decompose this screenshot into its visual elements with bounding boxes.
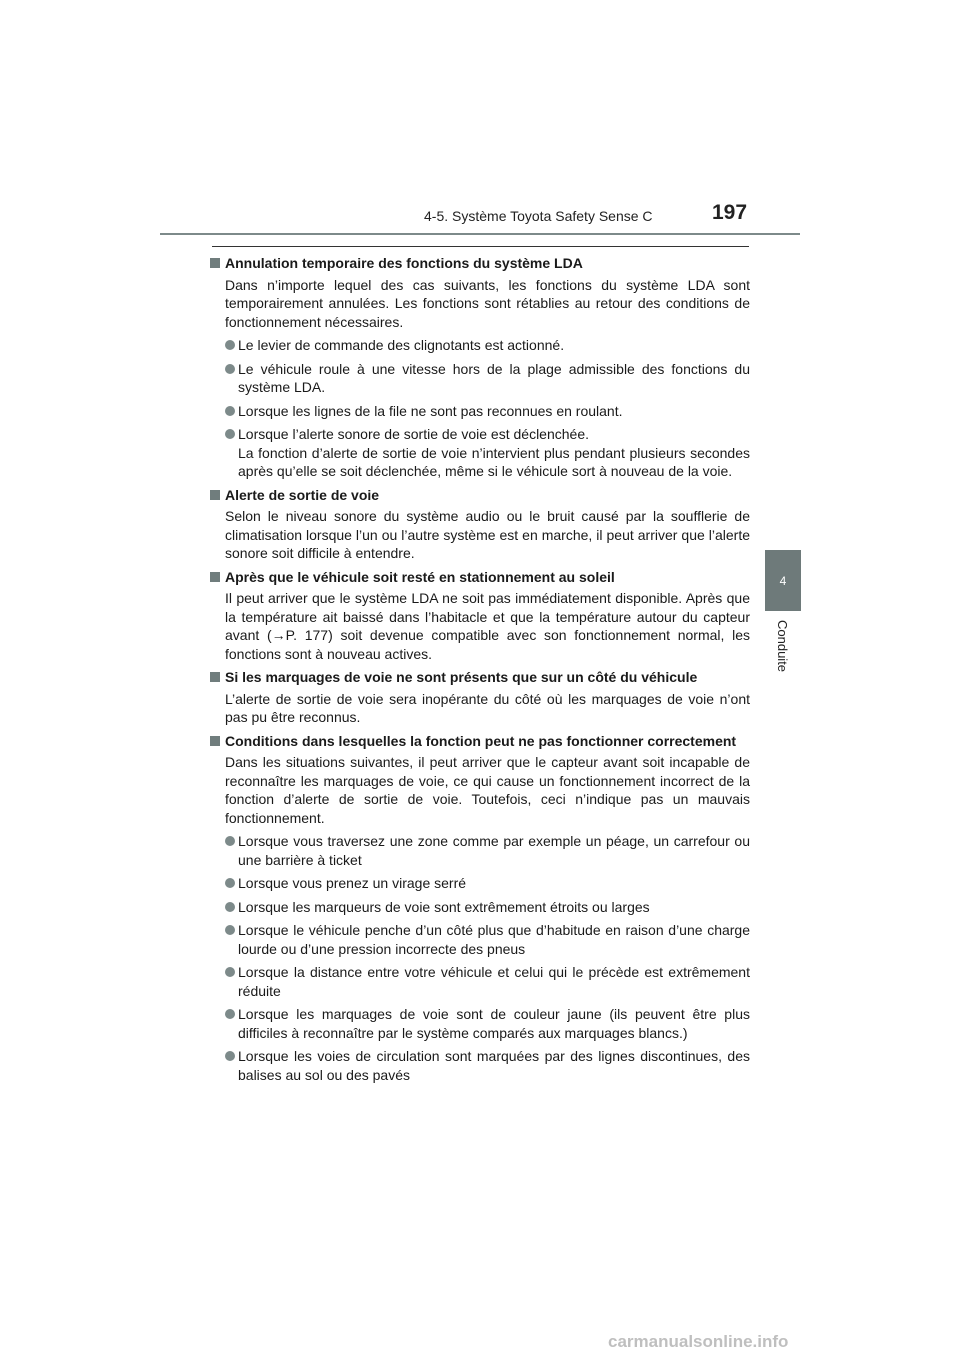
section-heading bbox=[209, 486, 750, 505]
list-item-text: Lorsque la distance entre votre véhicule et celui qui le précède est extrêmement réduite bbox=[238, 964, 750, 999]
section-heading bbox=[209, 732, 750, 751]
round-bullet-icon bbox=[225, 836, 235, 846]
section-heading-text: Si les marquages de voie ne sont présents que sur un côté du véhicule bbox=[225, 669, 698, 685]
page-content bbox=[209, 254, 750, 1089]
square-bullet-icon bbox=[210, 672, 220, 682]
chapter-number: 4 bbox=[779, 573, 787, 588]
square-bullet-icon bbox=[210, 258, 220, 268]
page-number: 197 bbox=[712, 201, 748, 224]
header-rule bbox=[160, 233, 800, 235]
list-item bbox=[209, 874, 750, 893]
list-item-text: Lorsque les voies de circulation sont marquées par des lignes discontinues, des balises au sol ou des pavés bbox=[238, 1048, 750, 1083]
list-item bbox=[209, 360, 750, 397]
section bbox=[209, 254, 750, 481]
section-heading-text: Alerte de sortie de voie bbox=[225, 486, 380, 503]
header-section-title: 4-5. Système Toyota Safety Sense C bbox=[424, 208, 653, 224]
round-bullet-icon bbox=[225, 429, 235, 439]
section-heading bbox=[209, 568, 750, 587]
chapter-tab[interactable] bbox=[765, 550, 801, 611]
list-item bbox=[209, 963, 750, 1000]
round-bullet-icon bbox=[225, 364, 235, 374]
section-heading-text: Conditions dans lesquelles la fonction peut ne pas fonctionner correctement bbox=[225, 732, 737, 749]
round-bullet-icon bbox=[225, 1051, 235, 1061]
list-item bbox=[209, 898, 750, 917]
list-item-text: Lorsque les marquages de voie sont de couleur jaune (ils peuvent être plus difficiles à reconnaître par le système comparés aux marquages blancs.) bbox=[238, 1006, 750, 1041]
section-paragraph: Dans les situations suivantes, il peut arriver que le capteur avant soit incapable de reconnaître les marquages de voie, ce qui cause un fonctionnement incorrect de la fonction d’alerte de sortie de voie. Toutefois, ceci n’indique pas un mauvais fonctionnement. bbox=[225, 754, 750, 826]
list-item-text: La fonction d’alerte de sortie de voie n’intervient plus pendant plusieurs secondes après qu’elle se soit déclenchée, même si le véhicule sort à nouveau de la voie. bbox=[238, 444, 750, 479]
round-bullet-icon bbox=[225, 340, 235, 350]
list-item-text: Lorsque les marqueurs de voie sont extrêmement étroits ou larges bbox=[238, 898, 650, 915]
round-bullet-icon bbox=[225, 878, 235, 888]
list-item-text: Lorsque le véhicule penche d’un côté plus que d’habitude en raison d’une charge lourde ou d’une pression incorrecte des pneus bbox=[238, 922, 750, 957]
section-heading-text: Annulation temporaire des fonctions du système LDA bbox=[225, 255, 583, 271]
list-item bbox=[209, 402, 750, 421]
list-item bbox=[209, 832, 750, 869]
chapter-label: Conduite bbox=[775, 620, 790, 673]
list-item-text: Le levier de commande des clignotants est actionné. bbox=[238, 337, 565, 353]
section-heading bbox=[209, 254, 750, 273]
list-item-text: Le véhicule roule à une vitesse hors de la plage admissible des fonctions du système LDA. bbox=[238, 360, 750, 395]
list-item bbox=[209, 425, 750, 481]
section-heading bbox=[209, 668, 750, 687]
list-item-text: Lorsque vous traversez une zone comme par exemple un péage, un carrefour ou une barrière à ticket bbox=[238, 833, 750, 868]
round-bullet-icon bbox=[225, 902, 235, 912]
section bbox=[209, 668, 750, 727]
list-item bbox=[209, 336, 750, 355]
square-bullet-icon bbox=[210, 490, 220, 500]
section bbox=[209, 486, 750, 563]
section-paragraph: Selon le niveau sonore du système audio ou le bruit causé par la soufflerie de climatisation lorsque l’un ou l’autre système est en marche, il peut arriver que l’alerte sonore soit difficile à entendre. bbox=[225, 508, 750, 561]
watermark: carmanualsonline.info bbox=[608, 1332, 789, 1351]
list-item-text: Lorsque vous prenez un virage serré bbox=[238, 875, 467, 891]
section bbox=[209, 568, 750, 664]
list-item bbox=[209, 921, 750, 958]
list-item-text: Lorsque l’alerte sonore de sortie de voie est déclenchée. bbox=[238, 426, 589, 442]
square-bullet-icon bbox=[210, 736, 220, 746]
round-bullet-icon bbox=[225, 925, 235, 935]
section-heading-text: Après que le véhicule soit resté en stationnement au soleil bbox=[225, 568, 615, 585]
list-item bbox=[209, 1005, 750, 1042]
round-bullet-icon bbox=[225, 967, 235, 977]
list-item-text: Lorsque les lignes de la file ne sont pas reconnues en roulant. bbox=[238, 402, 623, 419]
section-paragraph: L’alerte de sortie de voie sera inopérante du côté où les marquages de voie n’ont pas pu être reconnus. bbox=[225, 690, 750, 725]
content-top-rule bbox=[212, 246, 749, 247]
round-bullet-icon bbox=[225, 1009, 235, 1019]
list-item bbox=[209, 1047, 750, 1084]
section bbox=[209, 732, 750, 1085]
section-paragraph: Il peut arriver que le système LDA ne soit pas immédiatement disponible. Après que la température ait baissé dans l’habitacle et que la température autour du capteur avant (→P. 177) soit devenue compatible avec son fonctionnement normal, les fonctions sont à nouveau actives. bbox=[225, 590, 750, 662]
section-paragraph: Dans n’importe lequel des cas suivants, les fonctions du système LDA sont temporairement annulées. Les fonctions sont rétablies au retour des conditions de fonctionnement nécessaires. bbox=[225, 276, 750, 330]
square-bullet-icon bbox=[210, 572, 220, 582]
round-bullet-icon bbox=[225, 406, 235, 416]
